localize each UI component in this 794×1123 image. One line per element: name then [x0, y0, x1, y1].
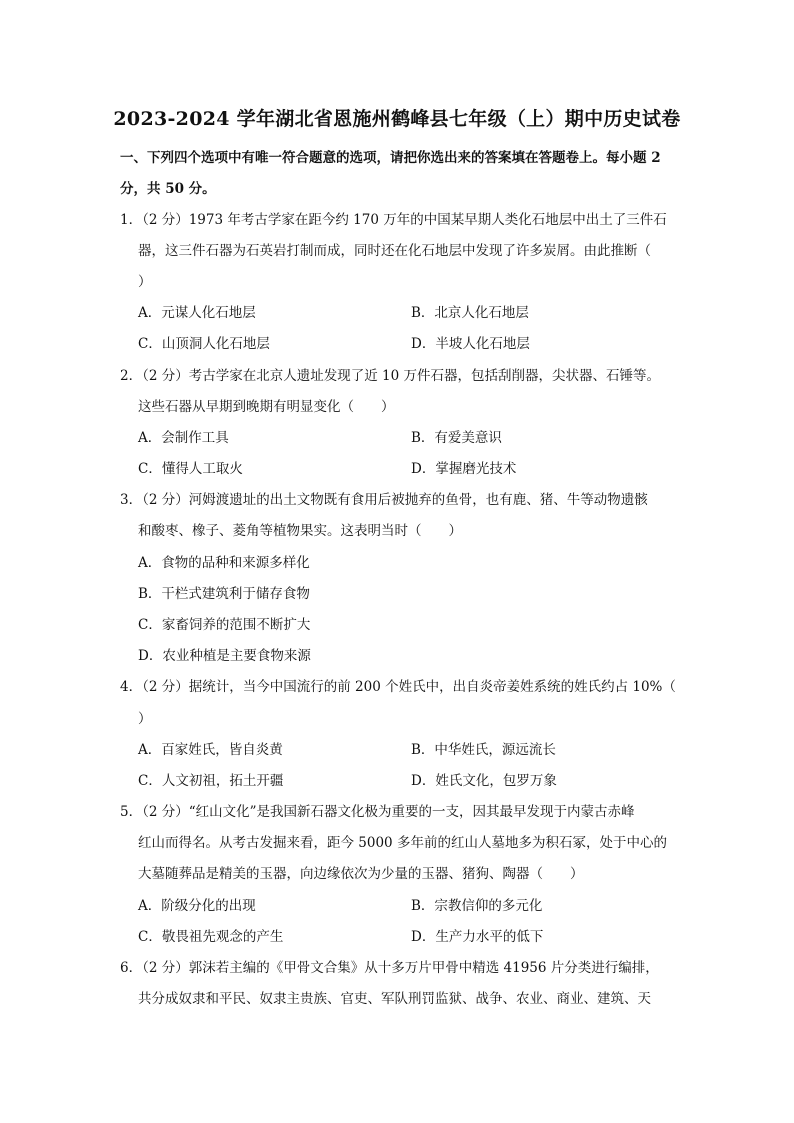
question-2-line-1: 2．（2 分）考古学家在北京人遗址发现了近 10 万件石器，包括刮削器，尖状器、石锤等。	[120, 368, 660, 384]
section-instruction-line2: 分，共 50 分。	[120, 181, 216, 197]
question-5-line-2: 红山而得名。从考古发掘来看，距今 5000 多年前的红山人墓地多为积石冢，处于中心的	[138, 835, 667, 851]
question-5-option-c: C．敬畏祖先观念的产生	[138, 929, 284, 945]
question-1-option-c: C．山顶洞人化石地层	[138, 336, 270, 352]
question-2-option-a: A．会制作工具	[138, 430, 229, 446]
question-5-option-d: D．生产力水平的低下	[411, 929, 544, 945]
section-instruction-line1: 一、下列四个选项中有唯一符合题意的选项，请把你选出来的答案填在答题卷上。每小题 2	[120, 150, 661, 166]
question-2-option-d: D．掌握磨光技术	[411, 461, 517, 477]
question-3-option-d: D．农业种植是主要食物来源	[138, 648, 311, 664]
question-5-option-a: A．阶级分化的出现	[138, 898, 256, 914]
question-3-option-b: B．干栏式建筑利于储存食物	[138, 586, 310, 602]
question-3-line-2: 和酸枣、橡子、菱角等植物果实。这表明当时（ ）	[138, 523, 462, 539]
question-5-option-b: B．宗教信仰的多元化	[411, 898, 543, 914]
question-4-option-c: C．人文初祖，拓土开疆	[138, 773, 284, 789]
question-2-option-c: C．懂得人工取火	[138, 461, 243, 477]
exam-title: 2023-2024 学年湖北省恩施州鹤峰县七年级（上）期中历史试卷	[113, 108, 681, 130]
question-2-option-b: B．有爱美意识	[411, 430, 502, 446]
question-1-line-1: 1．（2 分）1973 年考古学家在距今约 170 万年的中国某早期人类化石地层中出土了三件石	[120, 212, 667, 228]
question-3-option-c: C．家畜饲养的范围不断扩大	[138, 617, 311, 633]
question-3-option-a: A．食物的品种和来源多样化	[138, 555, 310, 571]
question-2-line-2: 这些石器从早期到晚期有明显变化（ ）	[138, 399, 395, 415]
question-5-line-3: 大墓随葬品是精美的玉器，向边缘依次为少量的玉器、猪狗、陶器（ ）	[138, 866, 584, 882]
question-1-line-2: 器，这三件石器为石英岩打制而成，同时还在化石地层中发现了许多炭屑。由此推断（	[138, 243, 651, 259]
question-6-line-1: 6．（2 分）郭沫若主编的《甲骨文合集》从十多万片甲骨中精选 41956 片分类进行编排，	[120, 960, 659, 976]
question-4-option-d: D．姓氏文化，包罗万象	[411, 773, 557, 789]
question-4-line-2: ）	[138, 711, 152, 727]
question-1-option-b: B．北京人化石地层	[411, 305, 529, 321]
question-4-option-a: A．百家姓氏，皆自炎黄	[138, 742, 283, 758]
question-5-line-1: 5．（2 分）“红山文化”是我国新石器文化极为重要的一支，因其最早发现于内蒙古赤峰	[120, 804, 635, 820]
question-3-line-1: 3．（2 分）河姆渡遗址的出土文物既有食用后被抛弃的鱼骨，也有鹿、猪、牛等动物遗骸	[120, 492, 648, 508]
question-1-line-3: ）	[138, 274, 152, 290]
question-1-option-d: D．半坡人化石地层	[411, 336, 530, 352]
question-4-option-b: B．中华姓氏，源远流长	[411, 742, 556, 758]
question-6-line-2: 共分成奴隶和平民、奴隶主贵族、官吏、军队刑罚监狱、战争、农业、商业、建筑、天	[138, 991, 651, 1007]
question-1-option-a: A．元谋人化石地层	[138, 305, 256, 321]
question-4-line-1: 4．（2 分）据统计，当今中国流行的前 200 个姓氏中，出自炎帝姜姓系统的姓氏约占 10%（	[120, 679, 676, 695]
